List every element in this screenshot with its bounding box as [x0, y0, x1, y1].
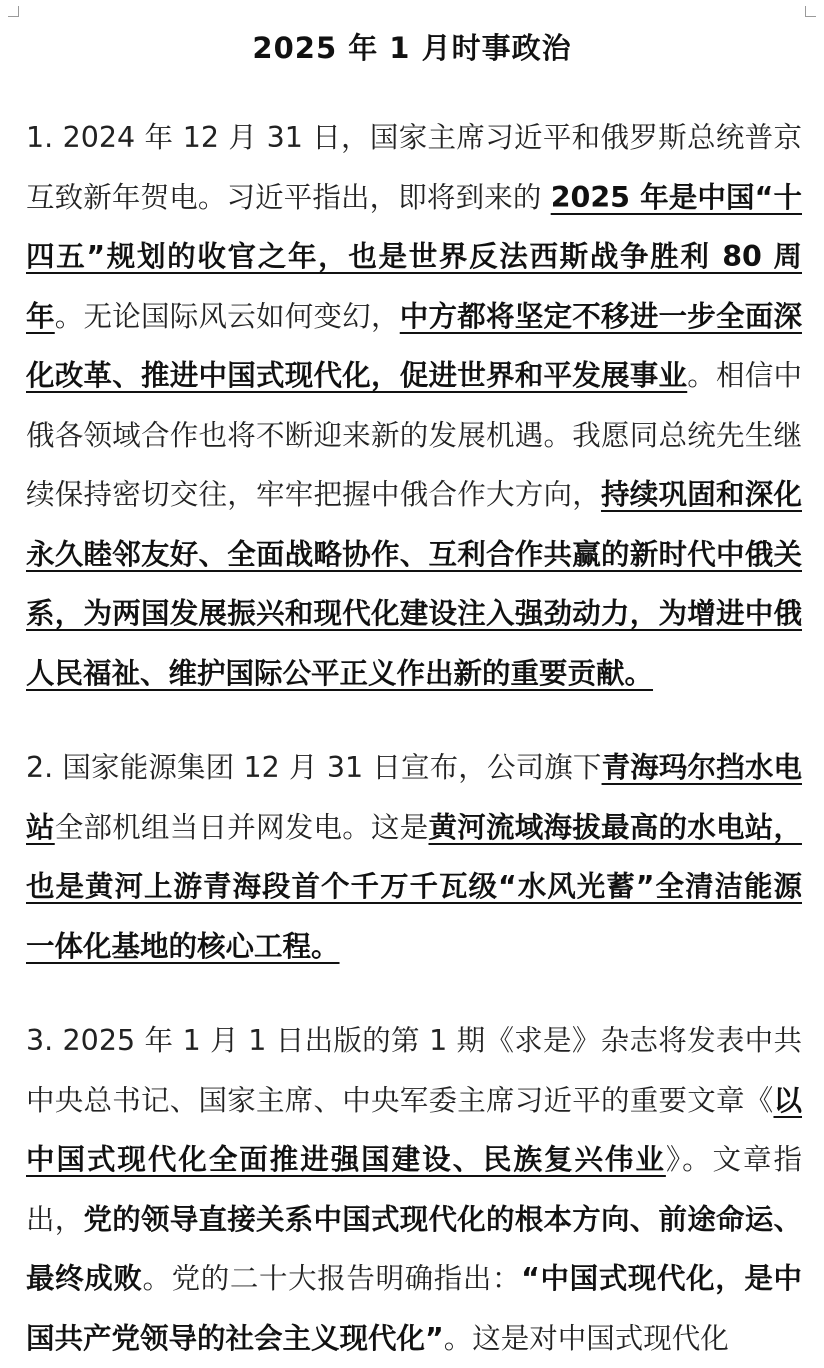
news-item-1-text: 。相信中俄各领域合作也将不断迎来新的发展机遇。我愿同总统先生继续保持密切交往，牢牢把握中俄合作大方向， — [26, 359, 802, 511]
news-item-3 — [26, 1011, 802, 1368]
news-item-3-bold: “中国式现代化，是中国共产党领导的社会主义现代化” — [26, 1262, 802, 1355]
news-item-3-text: 》。文章指出， — [26, 1143, 802, 1236]
news-item-2-highlight: 青海玛尔挡水电站 — [26, 751, 802, 844]
news-item-3-text: 。这是对中国式现代化 — [443, 1321, 729, 1355]
news-item-2 — [26, 738, 802, 976]
document-body — [26, 108, 802, 1368]
news-item-1-highlight: 中方都将坚定不移进一步全面深化改革、推进中国式现代化，促进世界和平发展事业 — [26, 299, 802, 392]
document-title: 2025 年 1 月时事政治 — [252, 31, 572, 65]
news-item-3-text: 。党的二十大报告明确指出： — [142, 1262, 522, 1295]
news-item-3-text: 3. 2025 年 1 月 1 日出版的第 1 期《求是》杂志将发表中共中央总书记、国家主席、中央军委主席习近平的重要文章《 — [26, 1024, 802, 1117]
news-item-2-text: 2. 国家能源集团 12 月 31 日宣布，公司旗下 — [26, 751, 602, 784]
news-item-1-highlight: 持续巩固和深化永久睦邻友好、全面战略协作、互利合作共赢的新时代中俄关系，为两国发展振兴和现代化建设注入强劲动力，为增进中俄人民福祉、维护国际公平正义作出新的重要贡献。 — [26, 478, 802, 690]
news-item-3-highlight: 以中国式现代化全面推进强国建设、民族复兴伟业 — [26, 1083, 802, 1176]
news-item-1-text: 1. 2024 年 12 月 31 日，国家主席习近平和俄罗斯总统普京互致新年贺电。习近平指出，即将到来的 — [26, 121, 802, 214]
news-item-3-bold: 党的领导直接关系中国式现代化的根本方向、前途命运、最终成败 — [26, 1202, 802, 1295]
news-item-2-text: 全部机组当日并网发电。这是 — [54, 810, 429, 844]
page-corner-mark-right — [805, 6, 816, 17]
page-corner-mark-left — [8, 6, 19, 17]
news-item-1 — [26, 108, 802, 703]
news-item-1-text: 。无论国际风云如何变幻， — [54, 299, 400, 333]
news-item-1-highlight: 2025 年是中国“十四五”规划的收官之年，也是世界反法西斯战争胜利 80 周年 — [26, 180, 802, 333]
news-item-2-highlight: 黄河流域海拔最高的水电站，也是黄河上游青海段首个千万千瓦级“水风光蓄”全清洁能源一体化基地的核心工程。 — [26, 810, 802, 963]
